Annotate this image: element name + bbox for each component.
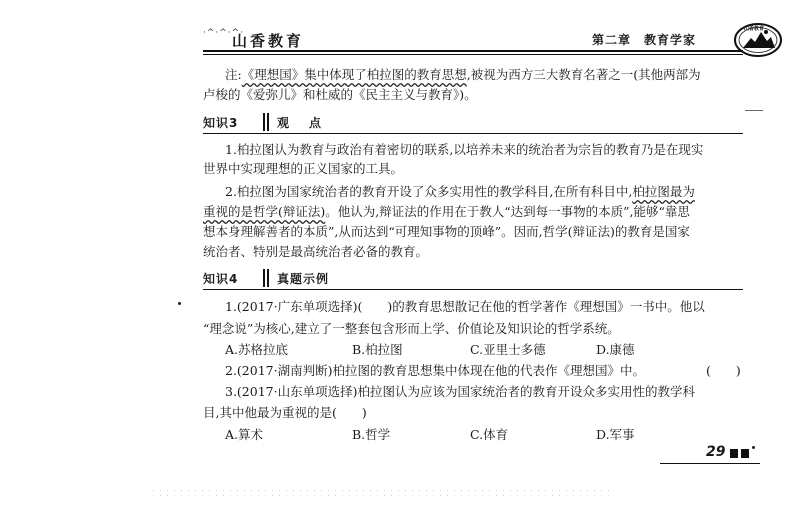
section-bar — [263, 113, 265, 131]
note-line-1 — [225, 66, 701, 84]
margin-dot — [178, 302, 181, 305]
question-1-line-2: “理念说”为核心,建立了一整套包含形而上学、价值论及知识论的哲学系统。 — [203, 321, 620, 336]
footer-dot — [752, 446, 755, 449]
section-bar — [263, 269, 265, 287]
question-3-option: B.哲学 — [352, 427, 391, 442]
question-2-line: 2.(2017·湖南判断)柏拉图的教育思想集中体现在他的代表作《理想国》中。 — [225, 363, 645, 378]
section-title: 真题示例 — [277, 272, 330, 286]
question-1-option: C.亚里士多德 — [470, 342, 546, 357]
header-decoration: ·^·^·^· — [203, 28, 245, 38]
page-number: 29 — [706, 444, 726, 460]
note-emphasis: 《理想国》集中体现了柏拉图的教育思想 — [241, 67, 467, 82]
point-1-line-2: 世界中实现理想的正义国家的工具。 — [203, 161, 404, 176]
question-3-line-1: 3.(2017·山东单项选择)柏拉图认为应该为国家统治者的教育开设众多实用性的教学科 — [225, 384, 695, 399]
point-2-line-1 — [225, 183, 695, 201]
question-3-option: A.算术 — [225, 427, 264, 442]
footer-block — [741, 449, 749, 458]
question-3-option: D.军事 — [596, 427, 635, 442]
section-heading-4 — [203, 268, 743, 290]
question-2-answer-blank: ( ) — [706, 363, 741, 378]
footer-rule — [660, 463, 760, 464]
section-bar — [267, 113, 269, 131]
point-2-text: 2.柏拉图为国家统治者的教育开设了众多实用性的教学科目,在所有科目中, — [225, 184, 633, 199]
question-1-option: A.苏格拉底 — [225, 342, 289, 357]
section-bar — [267, 269, 269, 287]
point-1-line-1: 1.柏拉图认为教育与政治有着密切的联系,以培养未来的统治者为宗旨的教育乃是在现实 — [225, 142, 704, 157]
chapter-title: 第二章 教育学家 — [592, 33, 697, 47]
question-1-line-1: 1.(2017·广东单项选择)( )的教育思想散记在他的哲学著作《理想国》一书中。他以 — [225, 299, 705, 314]
section-title: 观 点 — [277, 116, 326, 130]
question-1-option: B.柏拉图 — [352, 342, 403, 357]
note-prefix: 注: — [225, 67, 242, 82]
margin-mark — [745, 110, 763, 111]
section-heading-3 — [203, 112, 743, 134]
footer-block — [730, 449, 738, 458]
section-rule — [203, 133, 743, 134]
section-rule — [203, 289, 743, 290]
point-2-line-4: 统治者、特别是最高统治者必备的教育。 — [203, 244, 429, 259]
point-2-line-2 — [203, 203, 690, 221]
point-2-emphasis: 重视的是哲学(辩证法) — [203, 204, 326, 219]
header-rule — [203, 50, 743, 52]
point-2-emphasis: 柏拉图最为 — [632, 184, 695, 199]
note-text: ,被视为西方三大教育名著之一(其他两部为 — [466, 67, 701, 82]
point-2-text: 。他认为,辩证法的作用在于教人“达到每一事物的本质”,能够“靠思 — [325, 204, 690, 219]
question-1-option: D.康德 — [596, 342, 635, 357]
brand-name: 山香教育 — [232, 32, 305, 50]
section-label: 知识3 — [203, 116, 239, 130]
section-label: 知识4 — [203, 272, 239, 286]
point-2-line-3: 想本身理解善者的本质”,从而达到“可理知事物的顶峰”。因而,哲学(辩证法)的教育是国家 — [203, 224, 690, 239]
scan-noise — [150, 488, 610, 498]
question-3-option: C.体育 — [470, 427, 509, 442]
header-rule-thin — [203, 54, 743, 55]
note-line-2: 卢梭的《爱弥儿》和杜威的《民主主义与教育》)。 — [203, 87, 477, 102]
brand-logo-label: 山香教育 — [744, 26, 765, 32]
question-3-line-2: 目,其中他最为重视的是( ) — [203, 405, 367, 420]
